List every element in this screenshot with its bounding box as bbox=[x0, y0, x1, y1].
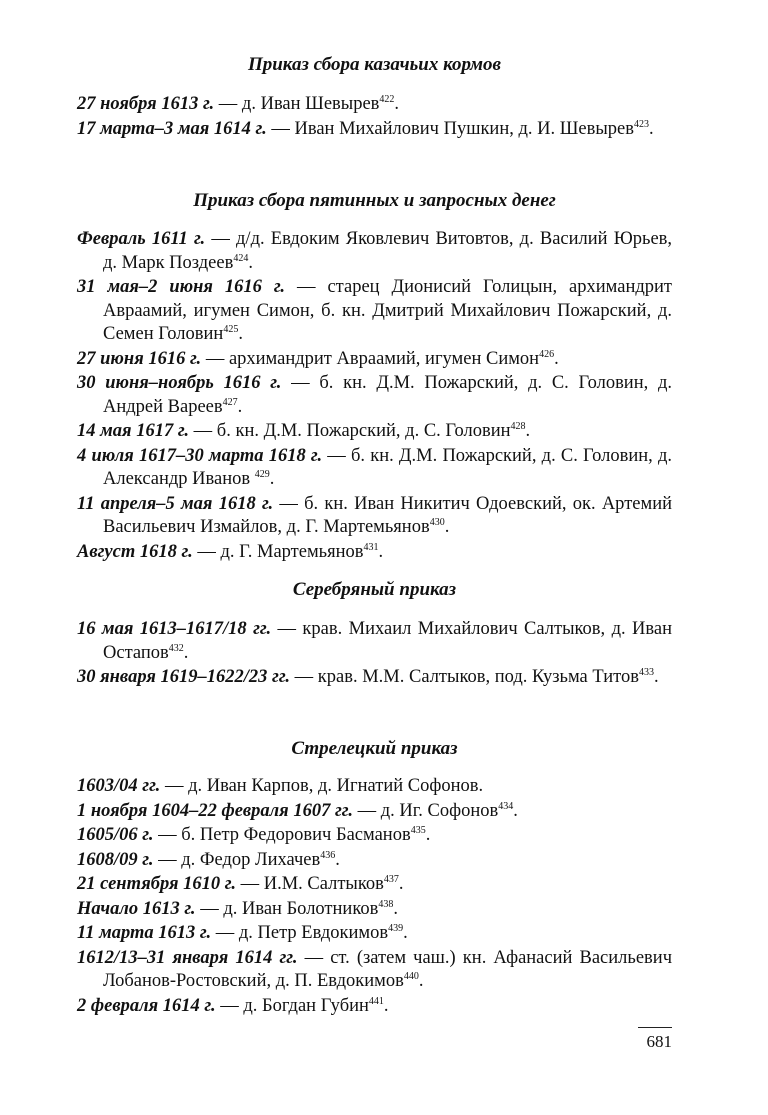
list-item: 11 апреля–5 мая 1618 г. — б. кн. Иван Никитич Одоевский, ок. Артемий Васильевич Измайлов, д. Г. Мартемьянов$^{430}$. bbox=[77, 493, 672, 537]
list-item: 2 февраля 1614 г. — д. Богдан Губин$^{441}$. bbox=[77, 995, 389, 1016]
list-item: 1 ноября 1604–22 февраля 1607 гг. — д. Иг. Софонов$^{434}$. bbox=[77, 800, 518, 821]
list-item: 11 марта 1613 г. — д. Петр Евдокимов$^{439}$. bbox=[77, 923, 408, 943]
section-heading-cossack-fodder: Приказ сбора казачьих кормов bbox=[247, 54, 502, 75]
section-heading-fifth-money: Приказ сбора пятинных и запросных денег bbox=[193, 190, 556, 211]
section-heading-streltsy-office: Стрелецкий приказ bbox=[291, 738, 458, 759]
list-item: 27 ноября 1613 г. — д. Иван Шевырев$^{422}$. bbox=[77, 94, 400, 114]
list-item: 21 сентября 1610 г. — И.М. Салтыков$^{437}$. bbox=[77, 874, 404, 894]
list-item: 1612/13–31 января 1614 гг. — ст. (затем чаш.) кн. Афанасий Васильевич Лобанов-Ростовский, д. П. Евдокимов$^{440}$. bbox=[77, 947, 672, 991]
section-heading-silver-office: Серебряный приказ bbox=[292, 579, 457, 600]
section-cossack-fodder-entries bbox=[77, 93, 672, 142]
list-item: 1608/09 г. — д. Федор Лихачев$^{436}$. bbox=[77, 849, 340, 870]
list-item: Начало 1613 г. — д. Иван Болотников$^{438}$. bbox=[77, 898, 398, 919]
list-item: Февраль 1611 г. — д/д. Евдоким Яковлевич Витовтов, д. Василий Юрьев, д. Марк Поздеев$^{424}$. bbox=[77, 229, 673, 273]
list-item: 4 июля 1617–30 марта 1618 г. — б. кн. Д.М. Пожарский, д. С. Головин, д. Александр Иванов $^{429}$. bbox=[77, 445, 672, 489]
section-fifth-money-entries bbox=[77, 228, 672, 565]
list-item: Август 1618 г. — д. Г. Мартемьянов$^{431}$. bbox=[77, 541, 384, 562]
list-item: 1603/04 гг. — д. Иван Карпов, д. Игнатий Софонов. bbox=[77, 776, 484, 796]
section-silver-office-entries bbox=[77, 618, 672, 691]
page-number-rule bbox=[638, 1027, 672, 1028]
list-item: 14 мая 1617 г. — б. кн. Д.М. Пожарский, д. С. Головин$^{428}$. bbox=[77, 421, 531, 441]
section-streltsy-office-entries bbox=[77, 775, 672, 1019]
page-number: 681 bbox=[646, 1032, 672, 1051]
list-item: 30 января 1619–1622/23 гг. — крав. М.М. Салтыков, под. Кузьма Титов$^{433}$. bbox=[77, 667, 659, 687]
list-item: 16 мая 1613–1617/18 гг. — крав. Михаил Михайлович Салтыков, д. Иван Остапов$^{432}$. bbox=[77, 619, 672, 663]
list-item: 31 мая–2 июня 1616 г. — старец Дионисий Голицын, архимандрит Авраамий, игумен Симон, б. кн. Дмитрий Михайлович Пожарский, д. Семен Головин$^{425}$. bbox=[77, 277, 672, 344]
list-item: 27 июня 1616 г. — архимандрит Авраамий, игумен Симон$^{426}$. bbox=[77, 348, 559, 369]
list-item: 1605/06 г. — б. Петр Федорович Басманов$^{435}$. bbox=[77, 825, 431, 845]
list-item: 17 марта–3 мая 1614 г. — Иван Михайлович Пушкин, д. И. Шевырев$^{423}$. bbox=[77, 118, 654, 139]
list-item: 30 июня–ноябрь 1616 г. — б. кн. Д.М. Пожарский, д. С. Головин, д. Андрей Вареев$^{427}$. bbox=[77, 373, 672, 417]
